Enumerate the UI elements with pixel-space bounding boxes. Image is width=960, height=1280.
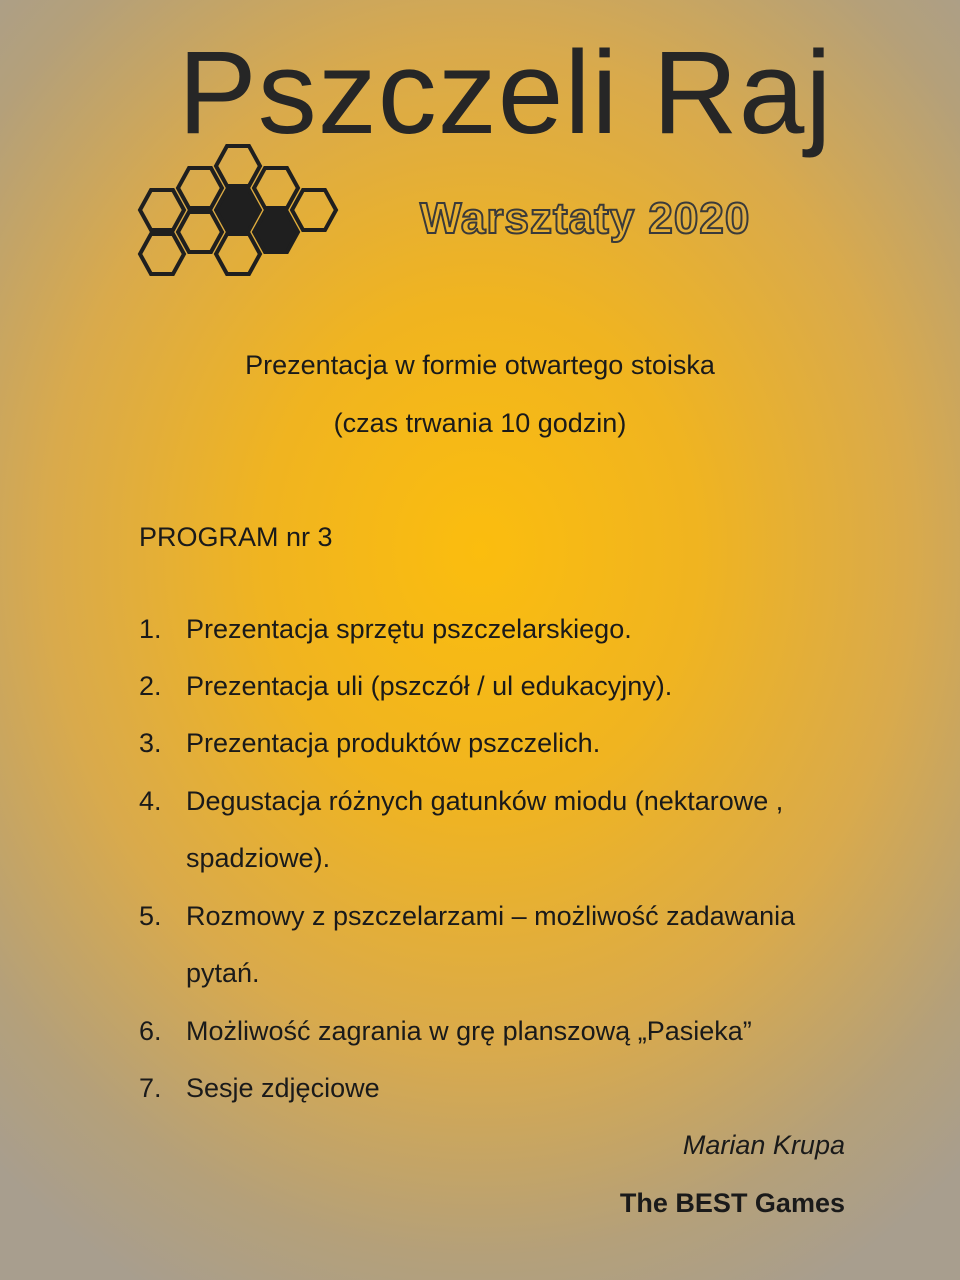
program-heading: PROGRAM nr 3 — [139, 522, 333, 552]
honeycomb-cell — [140, 234, 184, 274]
list-item-text: Sesje zdjęciowe — [186, 1073, 380, 1103]
list-item-text: Prezentacja uli (pszczół / ul edukacyjny). — [186, 671, 673, 701]
list-item-number: 1. — [139, 614, 162, 644]
honeycomb-cell — [254, 168, 298, 208]
list-item-number: 3. — [139, 728, 162, 758]
list-item — [139, 1016, 752, 1047]
author-name: Marian Krupa — [682, 1130, 845, 1160]
honeycomb-cell — [216, 190, 260, 230]
list-item — [139, 614, 632, 645]
honeycomb-icon — [132, 138, 352, 288]
intro-line-1: Prezentacja w formie otwartego stoiska — [245, 350, 715, 380]
company-name: The BEST Games — [619, 1188, 845, 1218]
list-item-text: Możliwość zagrania w grę planszową „Pasieka” — [186, 1016, 752, 1046]
honeycomb-cell — [216, 146, 260, 186]
list-item-number: 7. — [139, 1073, 162, 1103]
list-item — [139, 901, 795, 932]
list-item — [139, 728, 600, 759]
list-item — [139, 671, 672, 702]
list-item-text: Prezentacja produktów pszczelich. — [186, 728, 601, 758]
honeycomb-cell — [254, 212, 298, 252]
list-item-text: Prezentacja sprzętu pszczelarskiego. — [186, 614, 632, 644]
list-item-continuation: spadziowe). — [186, 843, 331, 873]
page-subtitle: Warsztaty 2020 — [420, 194, 751, 243]
list-item — [139, 786, 783, 817]
list-item-number: 5. — [139, 901, 162, 931]
honeycomb-cell — [292, 190, 336, 230]
honeycomb-cell — [178, 168, 222, 208]
list-item-text: Rozmowy z pszczelarzami – możliwość zadawania — [186, 901, 796, 931]
list-item-number: 6. — [139, 1016, 162, 1046]
list-item-continuation: pytań. — [186, 958, 260, 988]
list-item-number: 2. — [139, 671, 162, 701]
page-title: Pszczeli Raj — [178, 27, 833, 159]
honeycomb-cell — [140, 190, 184, 230]
list-item-text: Degustacja różnych gatunków miodu (nektarowe , — [186, 786, 784, 816]
list-item — [139, 1073, 380, 1104]
intro-line-2: (czas trwania 10 godzin) — [333, 408, 627, 438]
honeycomb-cell — [216, 234, 260, 274]
honeycomb-cell — [178, 212, 222, 252]
list-item-number: 4. — [139, 786, 162, 816]
